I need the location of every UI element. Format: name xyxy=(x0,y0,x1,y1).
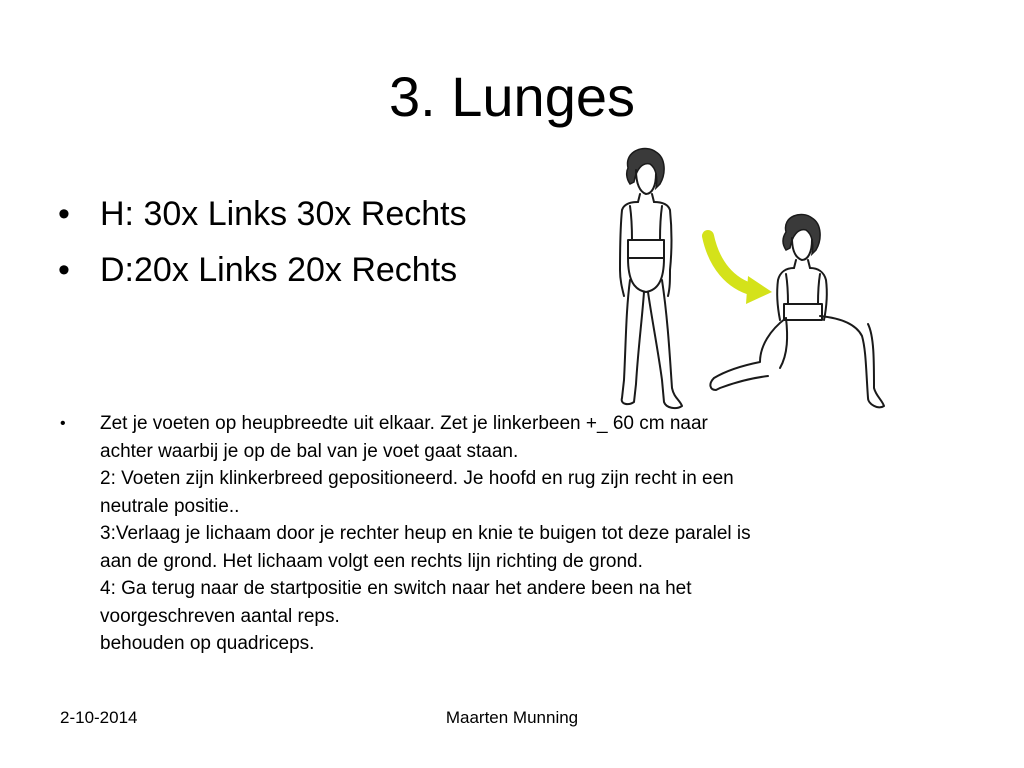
instruction-list xyxy=(60,410,920,658)
instruction-line: voorgeschreven aantal reps. xyxy=(100,605,340,627)
instruction-item xyxy=(60,410,920,658)
instruction-line: 3:Verlaag je lichaam door je rechter heup en knie te buigen tot deze paralel is xyxy=(100,523,751,544)
bullet-list xyxy=(58,186,467,298)
instruction-line: 4: Ga terug naar de startpositie en switch naar het andere been na het xyxy=(100,578,692,599)
instruction-line: • Zet je voeten op heupbreedte uit elkaar. Zet je linkerbeen +_ 60 cm naar xyxy=(100,413,708,434)
standing-figure xyxy=(620,149,682,409)
bullet-item: • H: 30x Links 30x Rechts xyxy=(58,186,467,242)
footer-author: Maarten Munning xyxy=(445,708,579,727)
instruction-line: behouden op quadriceps. xyxy=(100,633,315,654)
lunge-illustration xyxy=(590,140,890,425)
instruction-line: achter waarbij je op de bal van je voet gaat staan. xyxy=(100,440,519,462)
instruction-line: aan de grond. Het lichaam volgt een rechts lijn richting de grond. xyxy=(100,550,643,572)
curved-arrow-icon xyxy=(708,236,772,304)
instruction-line: 2: Voeten zijn klinkerbreed gepositioneerd. Je hoofd en rug zijn recht in een xyxy=(100,468,734,489)
instruction-line: neutrale positie.. xyxy=(100,495,240,517)
slide-title: 3. Lunges xyxy=(389,65,635,128)
bullet-item: • D:20x Links 20x Rechts xyxy=(58,242,467,298)
lunging-figure xyxy=(710,214,884,407)
footer-date: 2-10-2014 xyxy=(60,708,138,727)
